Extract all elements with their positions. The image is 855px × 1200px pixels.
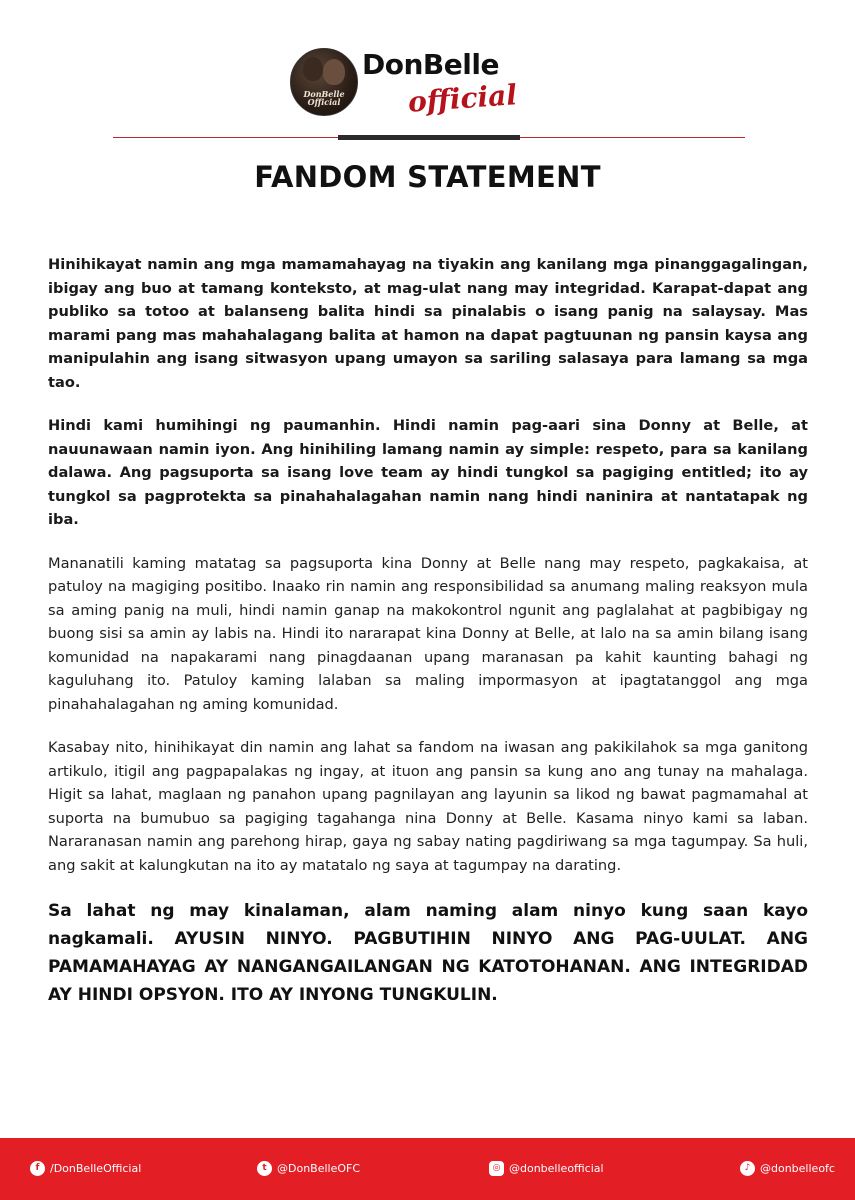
logo-caption: DonBelle Official bbox=[303, 89, 345, 107]
divider-accent bbox=[338, 135, 520, 140]
tiktok-handle: @donbelleofc bbox=[760, 1162, 835, 1175]
closing-statement: Sa lahat ng may kinalaman, alam naming alam ninyo kung saan kayo nagkamali. AYUSIN NINYO. PAGBUTIHIN NINYO ANG PAG-UULAT. ANG PAMAMAHAYAG AY NANGANGAILANGAN NG KATOTOHANAN. ANG INTEGRIDAD AY HINDI OPSYON. ITO AY INYONG TUNGKULIN. bbox=[48, 901, 808, 1005]
paragraph-3: Mananatili kaming matatag sa pagsuporta kina Donny at Belle nang may respeto, pagkakaisa, at patuloy na magiging positibo. Inaako rin namin ang responsibilidad sa anumang maling reaksyon mula sa aming panig na muli, hindi namin ganap na makokontrol ngunit ang paglalahat at pagbibigay ng buong sisi sa amin ay labis na. Hindi ito nararapat kina Donny at Belle, at lalo na sa amin bilang isang komunidad na napakarami nang pinagdaanan upang maranasan pa kahit kaunting bahagi ng kaguluhang ito. Patuloy kaming lalaban sa maling impormasyon at ipagtatanggol ang mga pinahahalagahan ng aming komunidad. bbox=[48, 554, 808, 713]
facebook-icon: f bbox=[30, 1161, 45, 1176]
person-silhouette-right bbox=[323, 59, 345, 85]
social-facebook[interactable] bbox=[30, 1161, 141, 1176]
social-tiktok[interactable] bbox=[740, 1161, 835, 1176]
paragraph-1: Hinihikayat namin ang mga mamamahayag na tiyakin ang kanilang mga pinanggagalingan, ibigay ang buo at tamang konteksto, at mag-ulat nang may integridad. Karapat-dapat ang publiko sa totoo at balanseng balita hindi sa pinalabis o isang panig na salaysay. Mas marami pang mas mahahalagang balita at hamon na dapat pagtuunan ng pansin kaysa ang manipulahin ang isang sitwasyon upang umayon sa sariling salasaya para lamang sa mga tao. bbox=[48, 256, 808, 391]
tiktok-icon: ♪ bbox=[740, 1161, 755, 1176]
twitter-icon: t bbox=[257, 1161, 272, 1176]
instagram-icon: ◎ bbox=[489, 1161, 504, 1176]
social-instagram[interactable] bbox=[489, 1161, 604, 1176]
brand-name: DonBelle bbox=[362, 48, 499, 81]
statement-body bbox=[48, 253, 808, 1026]
footer-bar bbox=[0, 1138, 855, 1200]
logo-image bbox=[290, 48, 358, 116]
twitter-handle: @DonBelleOFC bbox=[277, 1162, 361, 1175]
header bbox=[0, 44, 855, 124]
page-title: FANDOM STATEMENT bbox=[254, 160, 601, 194]
paragraph-2: Hindi kami humihingi ng paumanhin. Hindi namin pag-aari sina Donny at Belle, at nauunawaan namin iyon. Ang hinihiling lamang namin ay simple: respeto, para sa kanilang dalawa. Ang pagsuporta sa isang love team ay hindi tungkol sa pagiging entitled; ito ay tungkol sa pagprotekta sa pinahahalagahan namin nang hindi naninira at nantatapak ng iba. bbox=[48, 417, 808, 528]
facebook-handle: /DonBelleOfficial bbox=[50, 1162, 142, 1175]
paragraph-4: Kasabay nito, hinihikayat din namin ang lahat sa fandom na iwasan ang pakikilahok sa mga ganitong artikulo, itigil ang pagpapalakas ng ingay, at ituon ang pansin sa kung ano ang tunay na mahalaga. Higit sa lahat, maglaan ng panahon upang pagnilayan ang layunin sa likod ng bawat pagmamahal at suporta na bumubuo sa pagiging tagahanga nina Donny at Belle. Kasama ninyo kami sa laban. Nararanasan namin ang parehong hirap, gaya ng sabay nating pagdiriwang sa mga tagumpay. Sa huli, ang sakit at kalungkutan na ito ay matatalo ng saya at tagumpay na darating. bbox=[48, 739, 808, 874]
instagram-handle: @donbelleofficial bbox=[509, 1162, 604, 1175]
person-silhouette-left bbox=[303, 57, 323, 81]
social-twitter[interactable] bbox=[257, 1161, 360, 1176]
brand-subtitle: official bbox=[406, 78, 518, 119]
